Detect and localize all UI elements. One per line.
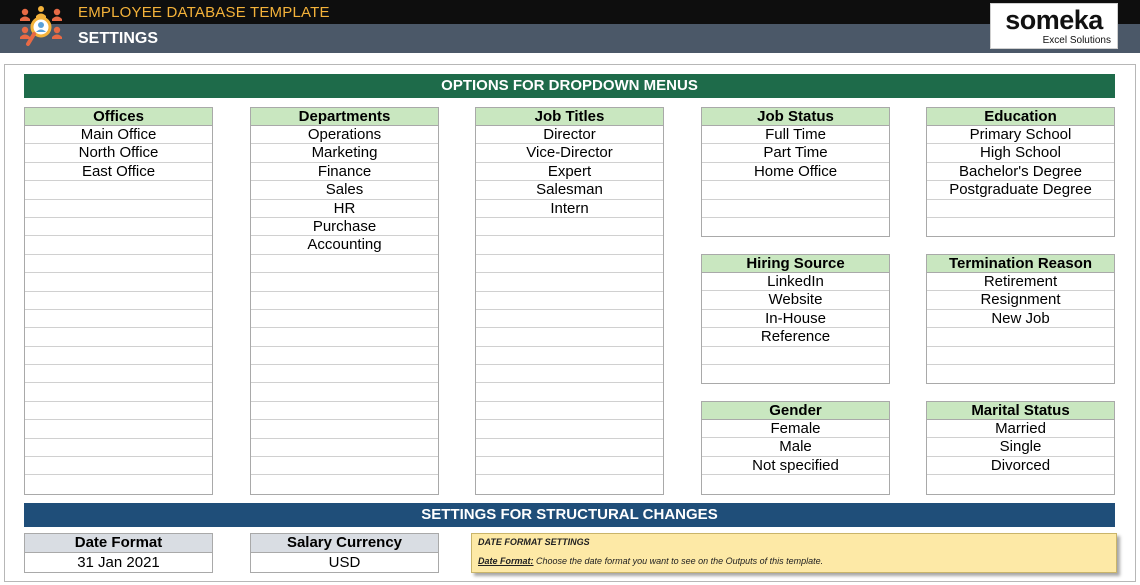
list-item[interactable]: Primary School bbox=[927, 126, 1114, 144]
list-item[interactable] bbox=[702, 181, 889, 199]
list-header: Departments bbox=[251, 107, 438, 126]
logo-subtitle: Excel Solutions bbox=[1042, 35, 1111, 46]
list-item[interactable]: Main Office bbox=[25, 126, 212, 144]
list-item[interactable]: Website bbox=[702, 291, 889, 309]
list-item[interactable] bbox=[927, 200, 1114, 218]
list-item[interactable] bbox=[476, 457, 663, 475]
employee-search-icon bbox=[18, 4, 64, 48]
list-item[interactable] bbox=[251, 420, 438, 438]
job-status-list bbox=[701, 107, 890, 237]
logo-brand: someka bbox=[1005, 5, 1103, 35]
date-format-label: Date Format bbox=[25, 534, 212, 553]
list-item[interactable] bbox=[25, 236, 212, 254]
list-item[interactable]: Male bbox=[702, 438, 889, 456]
list-item[interactable]: Finance bbox=[251, 163, 438, 181]
list-item[interactable]: Purchase bbox=[251, 218, 438, 236]
list-item[interactable] bbox=[251, 292, 438, 310]
list-item[interactable] bbox=[25, 439, 212, 457]
list-item[interactable]: Director bbox=[476, 126, 663, 144]
salary-currency-value[interactable]: USD bbox=[328, 554, 361, 571]
list-item[interactable] bbox=[476, 328, 663, 346]
list-item[interactable]: Postgraduate Degree bbox=[927, 181, 1114, 199]
app-title: EMPLOYEE DATABASE TEMPLATE bbox=[78, 4, 330, 21]
title-bar bbox=[0, 0, 1140, 53]
list-header: Termination Reason bbox=[927, 254, 1114, 273]
list-item[interactable]: Divorced bbox=[927, 457, 1114, 475]
list-item[interactable]: Marketing bbox=[251, 144, 438, 162]
list-header: Offices bbox=[25, 107, 212, 126]
list-item[interactable] bbox=[25, 328, 212, 346]
list-item[interactable]: Salesman bbox=[476, 181, 663, 199]
list-header: Hiring Source bbox=[702, 254, 889, 273]
list-item[interactable]: Home Office bbox=[702, 163, 889, 181]
note-title: DATE FORMAT SETTINGS bbox=[478, 537, 590, 547]
list-item[interactable]: Retirement bbox=[927, 273, 1114, 291]
hiring-source-list bbox=[701, 254, 890, 384]
list-item[interactable] bbox=[476, 420, 663, 438]
list-header: Marital Status bbox=[927, 401, 1114, 420]
list-item[interactable] bbox=[702, 347, 889, 365]
list-item[interactable]: Expert bbox=[476, 163, 663, 181]
title-bar-bottom bbox=[0, 24, 1140, 53]
structural-section-title: SETTINGS FOR STRUCTURAL CHANGES bbox=[24, 503, 1115, 527]
list-item[interactable] bbox=[251, 402, 438, 420]
list-item[interactable] bbox=[476, 292, 663, 310]
list-item[interactable] bbox=[251, 457, 438, 475]
list-item[interactable]: East Office bbox=[25, 163, 212, 181]
list-header: Education bbox=[927, 107, 1114, 126]
departments-list bbox=[250, 107, 439, 495]
list-item[interactable] bbox=[251, 310, 438, 328]
job-titles-list bbox=[475, 107, 664, 495]
list-item[interactable]: Operations bbox=[251, 126, 438, 144]
list-item[interactable] bbox=[476, 365, 663, 383]
list-item[interactable]: Single bbox=[927, 438, 1114, 456]
list-item[interactable] bbox=[25, 365, 212, 383]
list-item[interactable]: HR bbox=[251, 200, 438, 218]
list-item[interactable] bbox=[251, 475, 438, 493]
list-item[interactable] bbox=[25, 402, 212, 420]
list-item[interactable] bbox=[25, 292, 212, 310]
list-item[interactable] bbox=[25, 475, 212, 493]
list-item[interactable] bbox=[25, 347, 212, 365]
list-item[interactable] bbox=[251, 328, 438, 346]
someka-logo[interactable] bbox=[990, 3, 1118, 49]
list-item[interactable]: Vice-Director bbox=[476, 144, 663, 162]
list-item[interactable]: Sales bbox=[251, 181, 438, 199]
list-item[interactable] bbox=[476, 255, 663, 273]
list-item[interactable] bbox=[927, 218, 1114, 236]
salary-currency-label: Salary Currency bbox=[251, 534, 438, 553]
list-item[interactable] bbox=[927, 365, 1114, 383]
list-item[interactable] bbox=[476, 218, 663, 236]
list-item[interactable] bbox=[702, 365, 889, 383]
education-list bbox=[926, 107, 1115, 237]
note-body: Choose the date format you want to see on the Outputs of this template. bbox=[533, 556, 824, 566]
list-item[interactable]: Bachelor's Degree bbox=[927, 163, 1114, 181]
list-item[interactable] bbox=[927, 475, 1114, 493]
list-item[interactable] bbox=[702, 200, 889, 218]
list-item[interactable]: Married bbox=[927, 420, 1114, 438]
list-item[interactable] bbox=[476, 402, 663, 420]
list-item[interactable]: Part Time bbox=[702, 144, 889, 162]
list-item[interactable]: Accounting bbox=[251, 236, 438, 254]
list-item[interactable]: Resignment bbox=[927, 291, 1114, 309]
list-item[interactable]: In-House bbox=[702, 310, 889, 328]
list-item[interactable] bbox=[25, 310, 212, 328]
termination-reason-list bbox=[926, 254, 1115, 384]
list-item[interactable] bbox=[25, 181, 212, 199]
list-item[interactable] bbox=[25, 383, 212, 401]
list-item[interactable]: Reference bbox=[702, 328, 889, 346]
list-item[interactable]: Not specified bbox=[702, 457, 889, 475]
list-item[interactable] bbox=[927, 347, 1114, 365]
date-format-value[interactable]: 31 Jan 2021 bbox=[77, 554, 160, 571]
list-item[interactable] bbox=[251, 383, 438, 401]
gender-list bbox=[701, 401, 890, 495]
list-item[interactable]: Female bbox=[702, 420, 889, 438]
list-item[interactable] bbox=[25, 457, 212, 475]
note-text bbox=[478, 555, 1110, 568]
list-header: Job Status bbox=[702, 107, 889, 126]
marital-status-list bbox=[926, 401, 1115, 495]
list-item[interactable]: North Office bbox=[25, 144, 212, 162]
list-item[interactable] bbox=[251, 347, 438, 365]
list-item[interactable] bbox=[251, 365, 438, 383]
list-item[interactable] bbox=[476, 383, 663, 401]
list-item[interactable] bbox=[476, 310, 663, 328]
list-item[interactable] bbox=[702, 218, 889, 236]
date-format-setting bbox=[24, 533, 213, 573]
list-item[interactable] bbox=[251, 255, 438, 273]
list-item[interactable] bbox=[25, 255, 212, 273]
list-item[interactable] bbox=[476, 475, 663, 493]
list-item[interactable]: LinkedIn bbox=[702, 273, 889, 291]
list-item[interactable] bbox=[476, 347, 663, 365]
list-item[interactable] bbox=[25, 200, 212, 218]
list-item[interactable] bbox=[251, 273, 438, 291]
list-item[interactable] bbox=[476, 236, 663, 254]
date-format-note bbox=[471, 533, 1117, 573]
list-item[interactable]: Intern bbox=[476, 200, 663, 218]
list-item[interactable]: High School bbox=[927, 144, 1114, 162]
list-header: Gender bbox=[702, 401, 889, 420]
list-item[interactable] bbox=[927, 328, 1114, 346]
list-item[interactable] bbox=[476, 273, 663, 291]
list-item[interactable] bbox=[25, 218, 212, 236]
list-item[interactable]: New Job bbox=[927, 310, 1114, 328]
note-label: Date Format: bbox=[478, 556, 534, 566]
page-title: SETTINGS bbox=[78, 30, 159, 47]
list-item[interactable] bbox=[476, 439, 663, 457]
list-item[interactable] bbox=[25, 420, 212, 438]
salary-currency-setting bbox=[250, 533, 439, 573]
dropdown-section-title: OPTIONS FOR DROPDOWN MENUS bbox=[24, 74, 1115, 98]
list-item[interactable] bbox=[25, 273, 212, 291]
list-item[interactable]: Full Time bbox=[702, 126, 889, 144]
list-item[interactable] bbox=[702, 475, 889, 493]
list-header: Job Titles bbox=[476, 107, 663, 126]
offices-list bbox=[24, 107, 213, 495]
list-item[interactable] bbox=[251, 439, 438, 457]
